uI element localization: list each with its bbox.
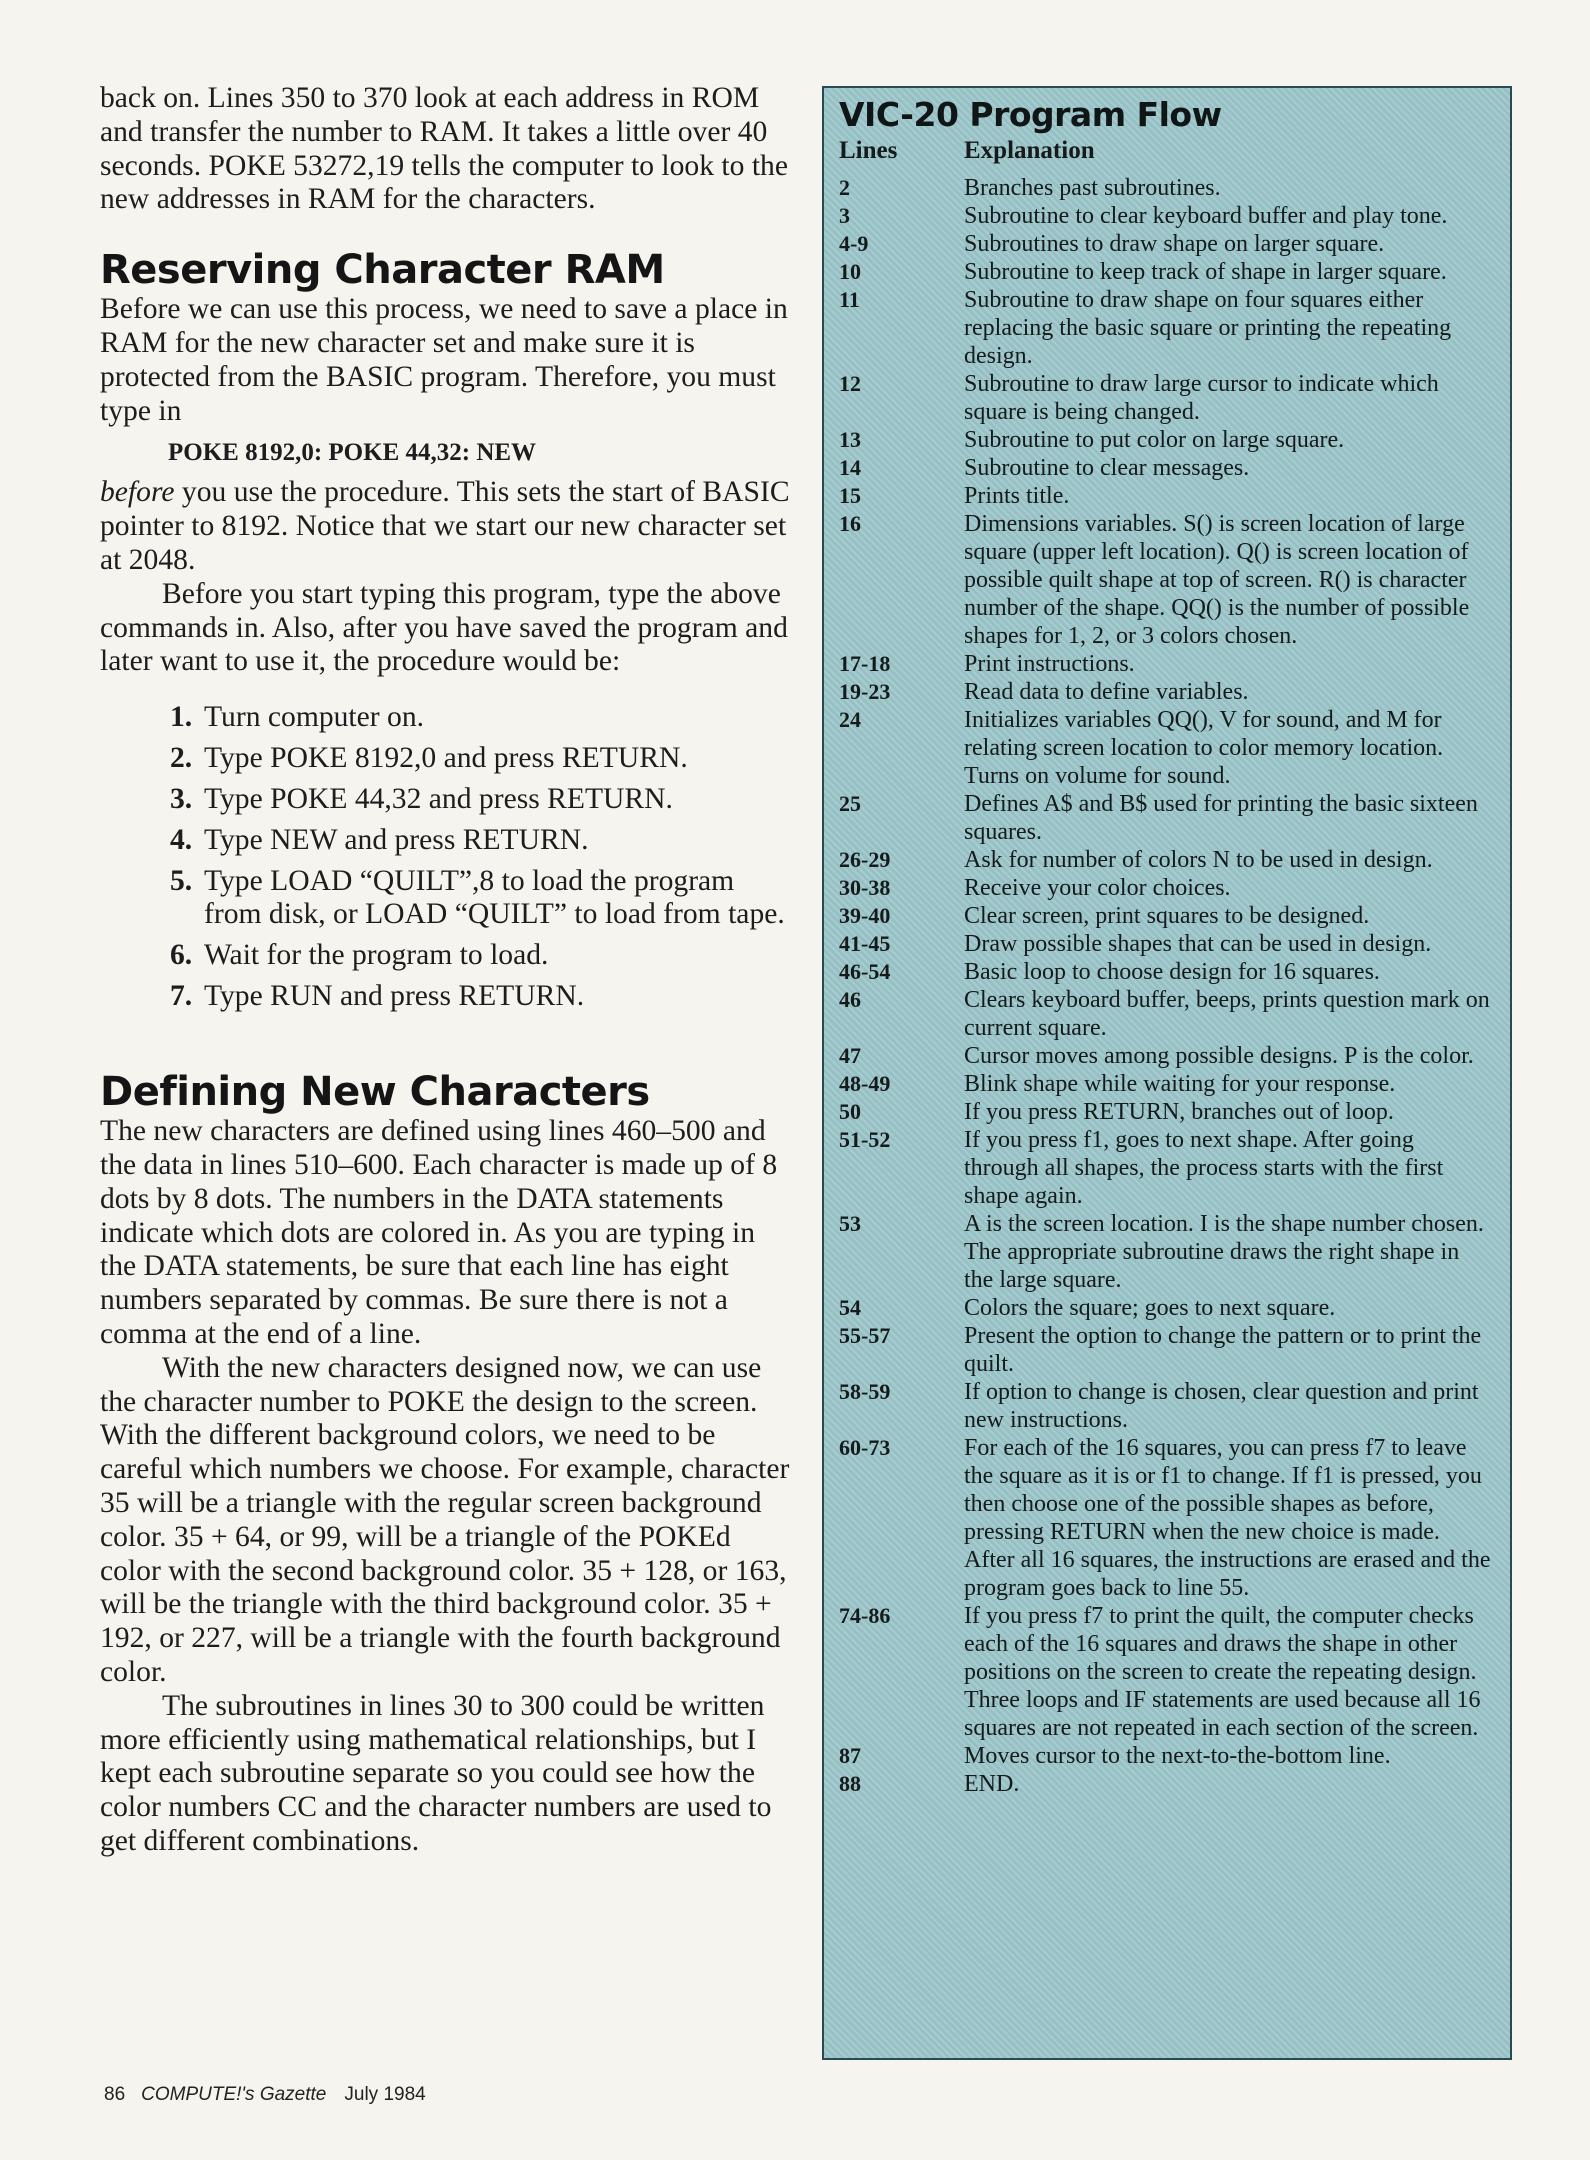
flow-row-explanation: A is the screen location. I is the shape number chosen. The appropriate subroutine draws the right shape in the large square. (964, 1211, 1484, 1293)
flow-row (839, 986, 1494, 1042)
flow-row-lines: 13 (839, 427, 861, 452)
flow-row-lines: 53 (839, 1211, 861, 1236)
flow-row-explanation: Subroutine to draw shape on four squares either replacing the basic square or printing the repeating design. (964, 287, 1452, 369)
flow-row (839, 202, 1494, 230)
sidebar-rows (839, 174, 1494, 1798)
flow-row-lines: 30-38 (839, 875, 891, 900)
flow-row (839, 258, 1494, 286)
flow-row (839, 426, 1494, 454)
flow-row (839, 874, 1494, 902)
flow-row-explanation: Subroutine to put color on large square. (964, 427, 1345, 453)
flow-row-lines: 88 (839, 1771, 861, 1796)
intro-paragraph: back on. Lines 350 to 370 look at each address in ROM and transfer the number to RAM. It takes a little over 40 seconds. POKE 53272,19 tells the computer to look to the new addresses in RAM for the characters. (100, 82, 788, 216)
flow-row-explanation: Subroutine to keep track of shape in larger square. (964, 259, 1447, 285)
flow-row-explanation: Present the option to change the pattern or to print the quilt. (964, 1323, 1482, 1377)
flow-row (839, 1434, 1494, 1602)
sidebar-title: VIC-20 Program Flow (839, 95, 1222, 134)
step-number: 6. (170, 939, 193, 972)
procedure-step (170, 742, 792, 775)
flow-row-explanation: Dimensions variables. S() is screen location of large square (upper left location). Q() is screen location of possible quilt shape at top of screen. R() is character number of the shape. QQ() is the number of possible shapes for 1, 2, or 3 colors chosen. (964, 511, 1470, 649)
flow-row (839, 454, 1494, 482)
flow-row-explanation: If you press RETURN, branches out of loop. (964, 1099, 1394, 1125)
procedure-step (170, 980, 792, 1013)
flow-row (839, 1378, 1494, 1434)
flow-row-explanation: Blink shape while waiting for your response. (964, 1071, 1396, 1097)
flow-row (839, 510, 1494, 650)
flow-row-lines: 47 (839, 1043, 861, 1068)
flow-row-lines: 46-54 (839, 959, 891, 984)
flow-row (839, 1294, 1494, 1322)
flow-row (839, 706, 1494, 790)
sidebar-column-headers (839, 134, 1494, 168)
reserving-paragraph-2 (100, 476, 792, 577)
section-heading-reserving: Reserving Character RAM (100, 247, 665, 294)
program-flow-sidebar (822, 86, 1512, 2060)
procedure-steps (170, 701, 792, 1013)
poke-command: POKE 8192,0: POKE 44,32: NEW (168, 439, 537, 467)
flow-row-explanation: Subroutine to draw large cursor to indicate which square is being changed. (964, 371, 1439, 425)
issue-date: July 1984 (344, 2084, 426, 2105)
flow-row-lines: 2 (839, 175, 850, 200)
flow-row (839, 846, 1494, 874)
flow-row-explanation: Ask for number of colors N to be used in design. (964, 847, 1433, 873)
flow-row (839, 902, 1494, 930)
flow-row-lines: 12 (839, 371, 861, 396)
flow-row (839, 174, 1494, 202)
flow-row-lines: 74-86 (839, 1603, 891, 1628)
emphasis-before: before (100, 476, 175, 509)
flow-row-lines: 3 (839, 203, 850, 228)
flow-row (839, 650, 1494, 678)
flow-row-lines: 26-29 (839, 847, 891, 872)
flow-row (839, 958, 1494, 986)
page-footer (104, 2084, 426, 2106)
defining-paragraph-1: The new characters are defined using lines 460–500 and the data in lines 510–600. Each character is made up of 8 dots by 8 dots. The numbers in the DATA statements indicate which dots are colored in. As you are typing in the DATA statements, be sure that each line has eight numbers separated by commas. Be sure there is not a comma at the end of a line. (100, 1115, 778, 1350)
flow-row-explanation: If option to change is chosen, clear question and print new instructions. (964, 1379, 1479, 1433)
page-number: 86 (104, 2084, 126, 2105)
flow-row-lines: 10 (839, 259, 861, 284)
flow-row (839, 286, 1494, 370)
flow-row (839, 1742, 1494, 1770)
flow-row-explanation: Read data to define variables. (964, 679, 1249, 705)
procedure-step (170, 701, 792, 734)
flow-row-lines: 24 (839, 707, 861, 732)
defining-paragraph-2: With the new characters designed now, we can use the character number to POKE the design to the screen. With the different background colors, we need to be careful which numbers we choose. For example, character 35 will be a triangle with the regular screen background color. 35 + 64, or 99, will be a triangle of the POKEd color with the second background color. 35 + 128, or 163, will be the triangle with the third background color. 35 + 192, or 227, will be a triangle with the fourth background color. (100, 1351, 790, 1688)
column-header-explanation: Explanation (964, 137, 1095, 164)
flow-row-lines: 51-52 (839, 1127, 891, 1152)
step-number: 1. (170, 701, 193, 734)
step-text: Type RUN and press RETURN. (204, 980, 585, 1013)
step-text: Wait for the program to load. (204, 939, 549, 972)
step-number: 3. (170, 783, 193, 816)
flow-row-explanation: Clears keyboard buffer, beeps, prints question mark on current square. (964, 987, 1490, 1041)
flow-row-lines: 11 (839, 287, 860, 312)
flow-row (839, 1042, 1494, 1070)
flow-row-lines: 60-73 (839, 1435, 891, 1460)
flow-row (839, 370, 1494, 426)
flow-row (839, 1210, 1494, 1294)
step-number: 4. (170, 824, 193, 857)
flow-row-explanation: Clear screen, print squares to be designed. (964, 903, 1370, 929)
flow-row-lines: 39-40 (839, 903, 891, 928)
flow-row (839, 482, 1494, 510)
flow-row-explanation: Initializes variables QQ(), V for sound, and M for relating screen location to color memory location. Turns on volume for sound. (964, 707, 1444, 789)
flow-row-lines: 46 (839, 987, 861, 1012)
flow-row-explanation: Cursor moves among possible designs. P is the color. (964, 1043, 1474, 1069)
flow-row-explanation: If you press f1, goes to next shape. After going through all shapes, the process starts with the first shape again. (964, 1127, 1444, 1209)
flow-row (839, 230, 1494, 258)
flow-row-lines: 14 (839, 455, 861, 480)
flow-row-explanation: Subroutines to draw shape on larger square. (964, 231, 1385, 257)
article-column (100, 82, 792, 1859)
defining-paragraph-3: The subroutines in lines 30 to 300 could be written more efficiently using mathematical relationships, but I kept each subroutine separate so you could see how the color numbers CC and the character numbers are used to get different combinations. (100, 1689, 772, 1857)
step-number: 7. (170, 980, 193, 1013)
flow-row-lines: 50 (839, 1099, 861, 1124)
flow-row-lines: 16 (839, 511, 861, 536)
flow-row (839, 790, 1494, 846)
column-header-lines: Lines (839, 137, 898, 164)
flow-row-explanation: Colors the square; goes to next square. (964, 1295, 1336, 1321)
step-text: Type POKE 8192,0 and press RETURN. (204, 742, 688, 775)
step-number: 5. (170, 865, 193, 898)
reserving-paragraph-2-text: you use the procedure. This sets the start of BASIC pointer to 8192. Notice that we start our new character set at 2048. (100, 476, 790, 576)
flow-row-lines: 4-9 (839, 231, 869, 256)
flow-row (839, 1126, 1494, 1210)
flow-row-lines: 15 (839, 483, 861, 508)
flow-row-explanation: Basic loop to choose design for 16 squares. (964, 959, 1380, 985)
step-number: 2. (170, 742, 193, 775)
flow-row-explanation: Draw possible shapes that can be used in design. (964, 931, 1432, 957)
reserving-paragraph-3: Before you start typing this program, type the above commands in. Also, after you have saved the program and later want to use it, the procedure would be: (100, 577, 788, 678)
flow-row-explanation: Subroutine to clear keyboard buffer and play tone. (964, 203, 1448, 229)
flow-row-explanation: If you press f7 to print the quilt, the computer checks each of the 16 squares and draws the shape in other positions on the screen to create the repeating design. Three loops and IF statements are used because all 16 squares are not repeated in each section of the screen. (964, 1603, 1481, 1741)
flow-row-lines: 17-18 (839, 651, 891, 676)
flow-row-explanation: Print instructions. (964, 651, 1135, 677)
flow-row (839, 1602, 1494, 1742)
flow-row-lines: 25 (839, 791, 861, 816)
flow-row (839, 930, 1494, 958)
flow-row (839, 1322, 1494, 1378)
flow-row (839, 678, 1494, 706)
flow-row-explanation: Defines A$ and B$ used for printing the basic sixteen squares. (964, 791, 1478, 845)
flow-row (839, 1070, 1494, 1098)
flow-row-explanation: Subroutine to clear messages. (964, 455, 1250, 481)
flow-row-lines: 55-57 (839, 1323, 891, 1348)
flow-row-explanation: Prints title. (964, 483, 1070, 509)
flow-row-explanation: Branches past subroutines. (964, 175, 1221, 201)
step-text: Turn computer on. (204, 701, 425, 734)
procedure-step (170, 939, 792, 972)
step-text: Type POKE 44,32 and press RETURN. (204, 783, 673, 816)
flow-row-lines: 58-59 (839, 1379, 891, 1404)
step-text: Type LOAD “QUILT”,8 to load the program from disk, or LOAD “QUILT” to load from tape. (204, 865, 785, 931)
flow-row-explanation: END. (964, 1771, 1020, 1797)
flow-row (839, 1098, 1494, 1126)
flow-row-lines: 19-23 (839, 679, 891, 704)
flow-row-lines: 87 (839, 1743, 861, 1768)
flow-row (839, 1770, 1494, 1798)
step-text: Type NEW and press RETURN. (204, 824, 589, 857)
flow-row-explanation: For each of the 16 squares, you can press f7 to leave the square as it is or f1 to change. If f1 is pressed, you then choose one of the possible shapes as before, pressing RETURN when the new choice is made. After all 16 squares, the instructions are erased and the program goes back to line 55. (964, 1435, 1491, 1601)
magazine-name: COMPUTE!'s Gazette (141, 2084, 327, 2105)
procedure-step (170, 865, 792, 931)
reserving-paragraph-1: Before we can use this process, we need to save a place in RAM for the new character set and make sure it is protected from the BASIC program. Therefore, you must type in (100, 293, 788, 427)
flow-row-explanation: Moves cursor to the next-to-the-bottom line. (964, 1743, 1391, 1769)
flow-row-lines: 54 (839, 1295, 861, 1320)
section-heading-defining: Defining New Characters (100, 1069, 650, 1116)
flow-row-lines: 48-49 (839, 1071, 891, 1096)
procedure-step (170, 783, 792, 816)
flow-row-lines: 41-45 (839, 931, 891, 956)
flow-row-explanation: Receive your color choices. (964, 875, 1231, 901)
procedure-step (170, 824, 792, 857)
